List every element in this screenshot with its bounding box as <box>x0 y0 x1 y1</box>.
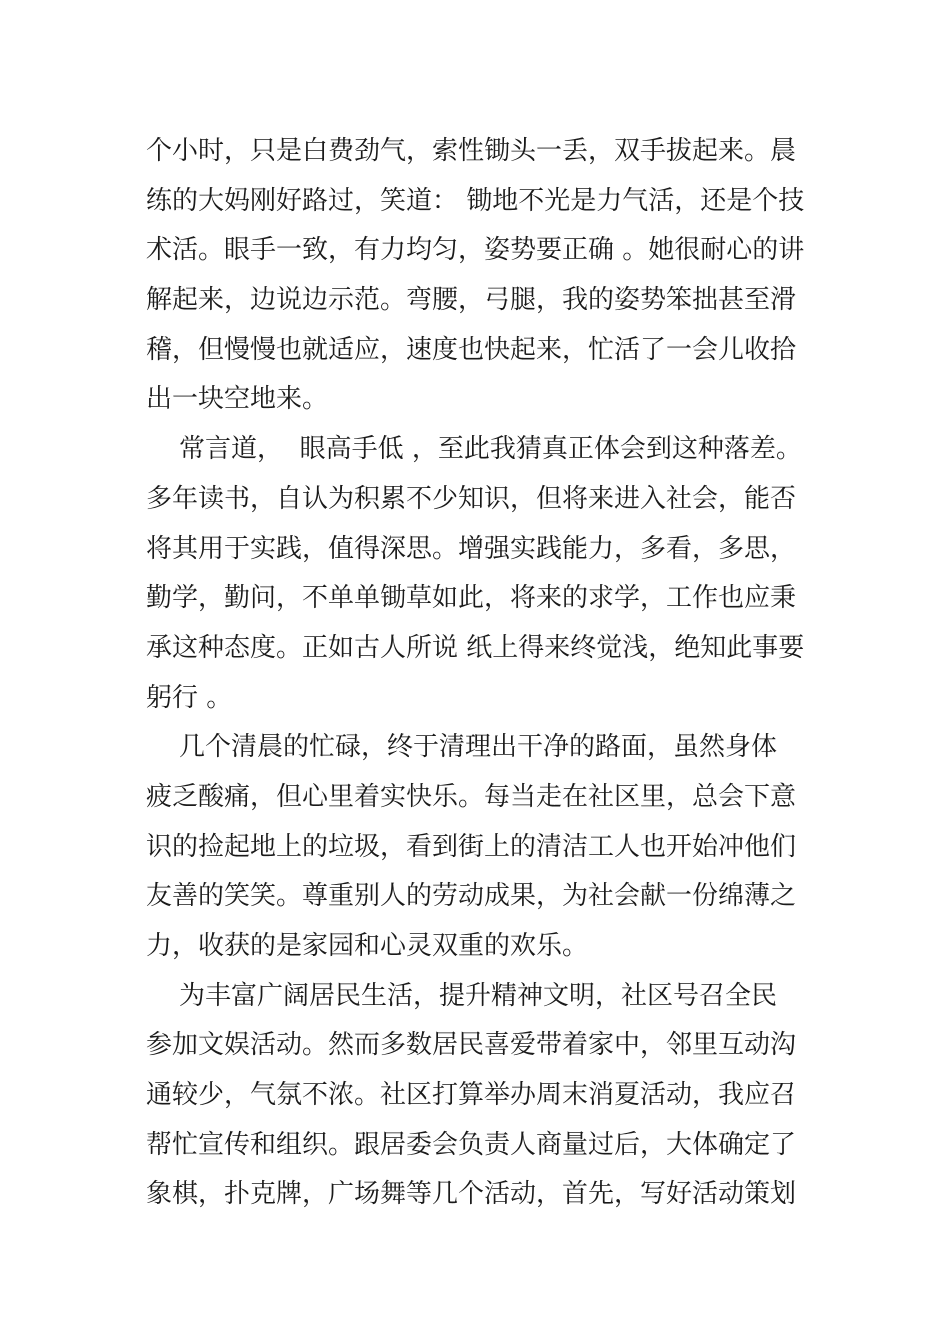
text-line: 疲乏酸痛，但心里着实快乐。每当走在社区里，总会下意 <box>146 781 797 812</box>
text-line: 几个清晨的忙碌，终于清理出干净的路面，虽然身体 <box>146 732 778 763</box>
text-line: 稽，但慢慢也就适应，速度也快起来，忙活了一会儿收拾 <box>146 334 797 365</box>
text-line: 术活。眼手一致，有力均匀，姿势要正确 。她很耐心的讲 <box>146 235 805 266</box>
text-line: 承这种态度。正如古人所说 纸上得来终觉浅，绝知此事要 <box>146 632 805 663</box>
text-line: 常言道， 眼高手低 ，至此我猜真正体会到这种落差。 <box>146 434 802 465</box>
text-line: 通较少，气氛不浓。社区打算举办周末消夏活动，我应召 <box>146 1080 797 1111</box>
text-line: 帮忙宣传和组织。跟居委会负责人商量过后，大体确定了 <box>146 1129 797 1160</box>
text-line: 解起来，边说边示范。弯腰，弓腿，我的姿势笨拙甚至滑 <box>146 285 797 316</box>
text-line: 多年读书，自认为积累不少知识，但将来进入社会，能否 <box>146 483 797 514</box>
text-line: 将其用于实践，值得深思。增强实践能力，多看，多思， <box>146 533 797 564</box>
text-line: 识的捡起地上的垃圾，看到街上的清洁工人也开始冲他们 <box>146 831 797 862</box>
text-line: 出一块空地来。 <box>146 384 329 415</box>
text-line: 勤学，勤问，不单单锄草如此，将来的求学，工作也应秉 <box>146 583 797 614</box>
document-body-text <box>146 127 826 1220</box>
text-line: 练的大妈刚好路过，笑道： 锄地不光是力气活，还是个技 <box>146 185 805 216</box>
text-line: 友善的笑笑。尊重别人的劳动成果，为社会献一份绵薄之 <box>146 881 797 912</box>
text-line: 力，收获的是家园和心灵双重的欢乐。 <box>146 931 589 961</box>
text-line: 参加文娱活动。然而多数居民喜爱带着家中，邻里互动沟 <box>146 1030 797 1061</box>
text-line: 为丰富广阔居民生活，提升精神文明，社区号召全民 <box>146 980 778 1011</box>
text-line: 象棋，扑克牌，广场舞等几个活动，首先，写好活动策划 <box>146 1179 797 1210</box>
text-line: 躬行 。 <box>146 682 233 713</box>
text-line: 个小时，只是白费劲气，索性锄头一丢，双手拔起来。晨 <box>146 136 797 166</box>
